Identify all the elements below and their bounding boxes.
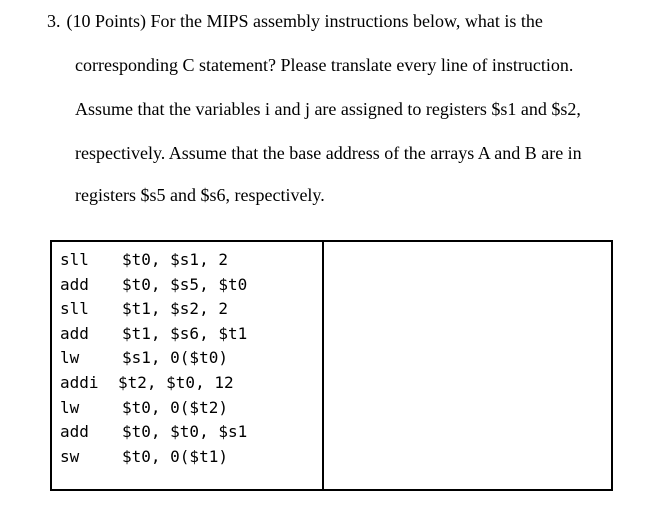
code-line — [60, 248, 322, 273]
question-number: 3. — [47, 11, 61, 31]
code-op: sll — [60, 250, 89, 269]
code-op: addi — [60, 372, 99, 392]
code-args: $t0, 0($t1) — [122, 446, 228, 466]
code-args: $t0, $s5, $t0 — [122, 274, 248, 294]
code-line — [60, 297, 322, 322]
question-line-2: corresponding C statement? Please translate every line of instruction. — [75, 55, 574, 75]
question-line-5: registers $s5 and $s6, respectively. — [75, 185, 325, 205]
code-line — [60, 322, 322, 347]
code-op: add — [60, 274, 89, 294]
code-op: lw — [60, 348, 80, 368]
code-op: lw — [60, 397, 80, 417]
code-line — [60, 420, 322, 445]
code-op: sll — [60, 299, 89, 319]
assembly-code-cell — [52, 242, 324, 489]
question-line-1: 3. (10 Points) For the MIPS assembly instructions below, what is the — [47, 11, 543, 31]
code-answer-table — [50, 240, 613, 491]
code-args: $t0, 0($t2) — [122, 397, 228, 417]
code-op: add — [60, 323, 89, 343]
question-line-4: respectively. Assume that the base address of the arrays A and B are in — [75, 143, 582, 163]
code-args: $s1, 0($t0) — [122, 348, 228, 368]
code-line — [60, 273, 322, 298]
code-args: $t2, $t0, 12 — [118, 372, 234, 392]
code-line — [60, 346, 322, 371]
question-line-3: Assume that the variables i and j are assigned to registers $s1 and $s2, — [75, 99, 581, 119]
code-args: $t1, $s6, $t1 — [122, 323, 248, 343]
code-line — [60, 396, 322, 421]
code-op: sw — [60, 446, 80, 466]
code-op: add — [60, 422, 89, 442]
code-line — [60, 371, 322, 396]
code-args: $t1, $s2, 2 — [122, 299, 228, 319]
code-args: $t0, $s1, 2 — [122, 250, 228, 269]
code-args: $t0, $t0, $s1 — [122, 422, 248, 442]
code-line — [60, 445, 322, 470]
answer-cell[interactable] — [324, 242, 611, 489]
